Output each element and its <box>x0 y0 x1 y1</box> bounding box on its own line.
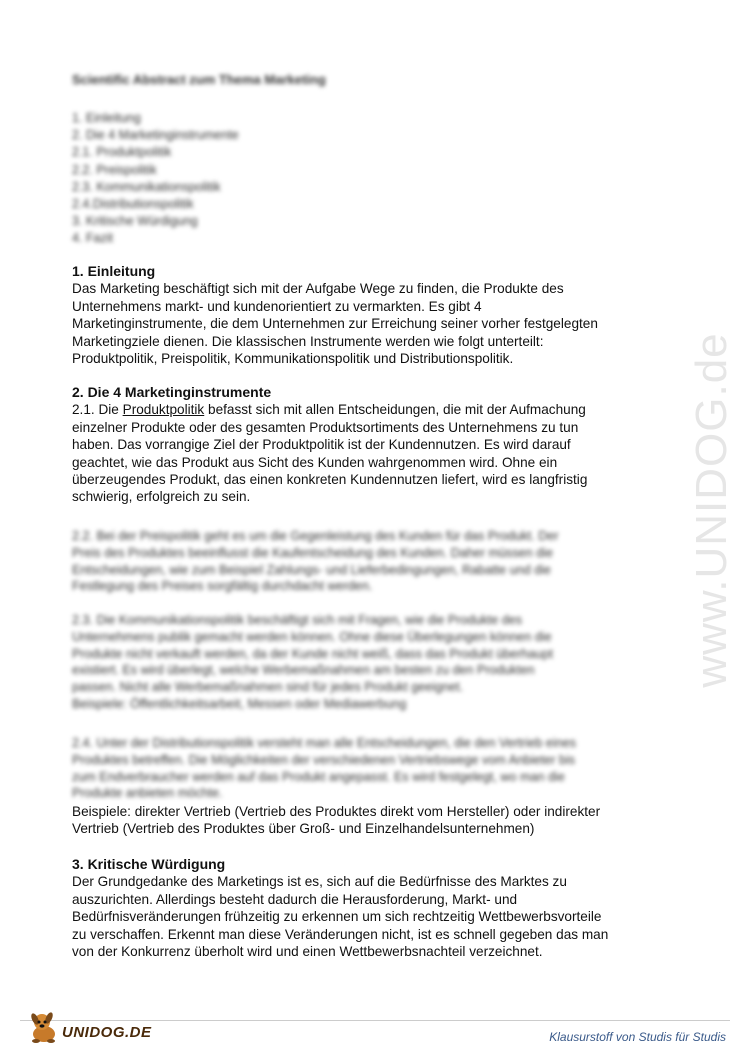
paragraph-line: Marketingziele dienen. Die klassischen Instrumente werden wie folgt unterteilt: <box>72 333 544 349</box>
section-distribution-examples <box>72 803 677 838</box>
section-kommunikationspolitik-blurred <box>72 612 682 713</box>
paragraph-line: 2.4. Unter der Distributionspolitik versteht man alle Entscheidungen, die den Vertrieb eines <box>72 736 577 750</box>
paragraph-line: Unternehmens markt- und kundenorientiert zu vermarkten. Es gibt 4 <box>72 298 482 314</box>
toc-item: 3. Kritische Würdigung <box>72 214 198 229</box>
watermark <box>682 280 742 740</box>
unidog-logo[interactable] <box>26 1014 156 1048</box>
paragraph-line: Vertrieb (Vertrieb des Produktes über Groß- und Einzelhandelsunternehmen) <box>72 821 535 837</box>
paragraph-line: Produktes betreffen. Die Möglichkeiten der verschiedenen Vertriebswege vom Anbieter bis <box>72 752 576 767</box>
dog-mascot-icon <box>26 1010 66 1046</box>
paragraph-line: Marketinginstrumente, die dem Unternehmen zur Erreichung seiner vorher festgelegten <box>72 316 598 332</box>
section-einleitung <box>72 263 677 367</box>
paragraph-line: von der Konkurrenz überholt wird und einen Wettbewerbsnachteil verzeichnet. <box>72 944 543 960</box>
section-marketinginstrumente <box>72 384 677 506</box>
toc-item: 2.2. Preispolitik <box>72 162 157 177</box>
paragraph-line: zu verschaffen. Erkennt man diese Veränderungen nicht, ist es schnell gegeben das man <box>72 926 609 942</box>
toc-item: 2.4.Distributionspolitik <box>72 197 194 212</box>
paragraph-line: Der Grundgedanke des Marketings ist es, sich auf die Bedürfnisse des Marktes zu <box>72 874 567 890</box>
section-distributionspolitik-blurred <box>72 735 682 802</box>
paragraph-line: Produkte anbieten möchte. <box>72 786 223 801</box>
paragraph-line: auszurichten. Allerdings besteht dadurch die Herausforderung, Markt- und <box>72 891 518 907</box>
section-heading: 1. Einleitung <box>72 263 156 279</box>
paragraph-line: haben. Das vorrangige Ziel der Produktpolitik ist der Kundennutzen. Es wird darauf <box>72 437 571 453</box>
paragraph-line: Festlegung des Preises sorgfältig durchdacht werden. <box>72 579 373 594</box>
paragraph-line: Produktpolitik, Preispolitik, Kommunikationspolitik und Distributionspolitik. <box>72 351 514 367</box>
logo-text: UNIDOG.DE <box>62 1024 152 1041</box>
toc-item: 1. Einleitung <box>72 111 141 125</box>
toc-item: 2. Die 4 Marketinginstrumente <box>72 128 239 143</box>
paragraph-line: 2.2. Bei der Preispolitik geht es um die Gegenleistung des Kunden für das Produkt. Der <box>72 529 559 543</box>
paragraph-line: Preis des Produktes beeinflusst die Kaufentscheidung des Kunden. Daher müssen die <box>72 545 553 560</box>
paragraph-line: Entscheidungen, wie zum Beispiel Zahlungs- und Lieferbedingungen, Rabatte und die <box>72 562 551 577</box>
paragraph-line: geachtet, wie das Produkt aus Sicht des Kunden wahrgenommen wird. Ohne ein <box>72 454 558 470</box>
paragraph-line: Unternehmens publik gemacht werden können. Ohne diese Überlegungen können die <box>72 629 552 644</box>
footer-tagline: Klausurstoff von Studis für Studis <box>549 1030 726 1044</box>
paragraph-line: überzeugendes Produkt, das einen konkreten Kundennutzen liefert, wird es langfristig <box>72 472 588 488</box>
watermark-text: www.UNIDOG.de <box>687 332 736 688</box>
paragraph-line: schwierig, erfolgreich zu sein. <box>72 489 251 505</box>
paragraph-line: Produkte nicht verkauft werden, da der Kunde nicht weiß, dass das Produkt überhaupt <box>72 646 553 661</box>
paragraph-line: Bedürfnisveränderungen frühzeitig zu erkennen um sich rechtzeitig Wettbewerbsvorteile <box>72 909 602 925</box>
section-heading: 3. Kritische Würdigung <box>72 856 226 872</box>
toc-item: 2.3. Kommunikationspolitik <box>72 179 221 194</box>
toc-item: 2.1. Produktpolitik <box>72 145 172 160</box>
produktpolitik-link[interactable]: Produktpolitik <box>122 402 205 418</box>
paragraph-line: Das Marketing beschäftigt sich mit der Aufgabe Wege zu finden, die Produkte des <box>72 281 564 297</box>
paragraph-line: zum Endverbraucher werden auf das Produkt angepasst. Es wird festgelegt, wo man die <box>72 769 565 784</box>
paragraph-line: passen. Nicht alle Werbemaßnahmen sind für jedes Produkt geeignet. <box>72 680 464 695</box>
paragraph-line: 2.3. Die Kommunikationspolitik beschäftigt sich mit Fragen, wie die Produkte des <box>72 613 523 627</box>
paragraph-line: existiert. Es wird überlegt, welche Werbemaßnahmen am besten zu den Produkten <box>72 663 535 678</box>
toc-item: 4. Fazit <box>72 231 113 246</box>
document-title: Scientific Abstract zum Thema Marketing <box>72 72 326 87</box>
paragraph-line: Beispiele: direkter Vertrieb (Vertrieb des Produktes direkt vom Hersteller) oder indirekter <box>72 804 601 819</box>
paragraph-line <box>72 401 677 418</box>
section-kritische-wuerdigung <box>72 856 677 960</box>
text-prefix: 2.1. Die <box>72 402 123 418</box>
table-of-contents <box>72 110 239 248</box>
paragraph-line: Beispiele: Öffentlichkeitsarbeit, Messen oder Mediawerbung <box>72 696 407 711</box>
section-preispolitik-blurred <box>72 528 682 595</box>
text-suffix: befasst sich mit allen Entscheidungen, die mit der Aufmachung <box>204 402 586 418</box>
paragraph-line: einzelner Produkte oder des gesamten Produktsortiments des Unternehmens zu tun <box>72 419 579 435</box>
section-heading: 2. Die 4 Marketinginstrumente <box>72 384 272 400</box>
